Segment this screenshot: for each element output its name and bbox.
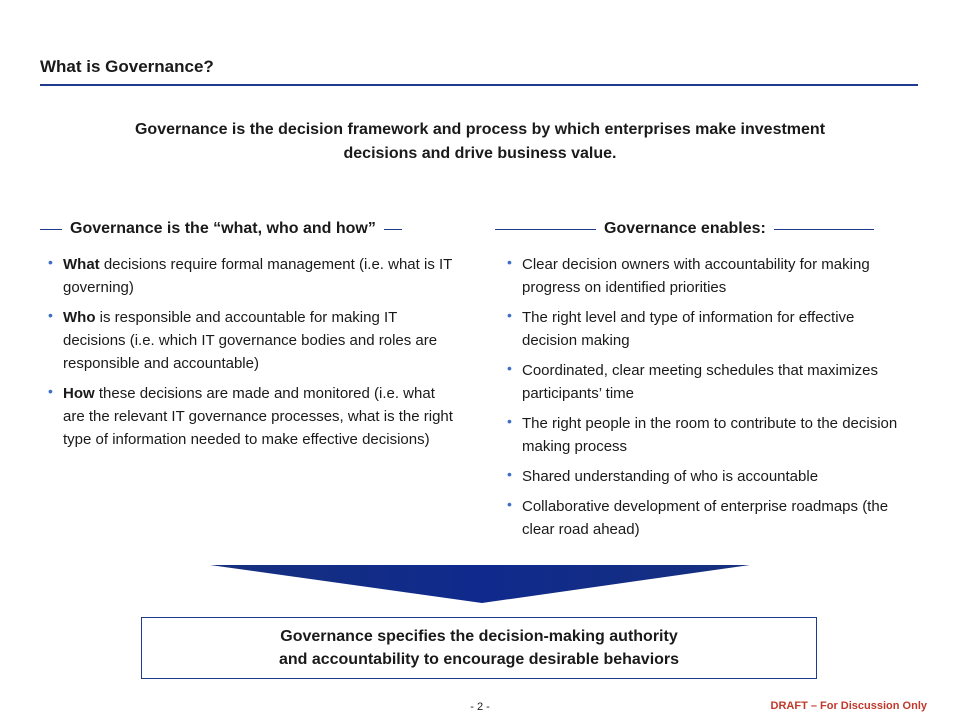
bullet-text: Collaborative development of enterprise roadmaps (the clear road ahead)	[522, 498, 889, 538]
bullet-text: Clear decision owners with accountability for making progress on identified priorities	[522, 256, 870, 296]
bullet-text: Coordinated, clear meeting schedules that maximizes participants’ time	[522, 362, 879, 402]
bullet-dot-icon: •	[507, 496, 512, 512]
list-item	[505, 495, 900, 541]
list-item	[505, 253, 900, 299]
list-item	[46, 382, 456, 451]
left-bullet-list	[46, 253, 456, 458]
list-item	[505, 306, 900, 352]
bullet-text: is responsible and accountable for making IT decisions (i.e. which IT governance bodies and roles are responsible and accountable)	[63, 309, 438, 372]
bullet-dot-icon: •	[507, 307, 512, 323]
bullet-dot-icon: •	[507, 254, 512, 270]
header-rule	[384, 229, 402, 230]
left-section-title: Governance is the “what, who and how”	[70, 220, 376, 237]
conclusion-line-1: Governance specifies the decision-making authority	[280, 628, 678, 645]
bullet-text: The right people in the room to contribute to the decision making process	[522, 415, 898, 455]
list-item	[46, 253, 456, 299]
intro-statement	[40, 118, 920, 166]
bullet-dot-icon: •	[48, 307, 53, 323]
list-item	[505, 412, 900, 458]
bullet-text: Shared understanding of who is accountable	[522, 468, 819, 485]
bullet-dot-icon: •	[507, 466, 512, 482]
bullet-dot-icon: •	[48, 383, 53, 399]
draft-note: DRAFT – For Discussion Only	[770, 700, 927, 712]
list-item	[46, 306, 456, 375]
header-rule	[40, 229, 62, 230]
bullet-dot-icon: •	[507, 360, 512, 376]
list-item	[505, 465, 900, 488]
right-section-title: Governance enables:	[604, 220, 766, 237]
funnel-arrow-icon	[210, 565, 750, 603]
header-rule	[495, 229, 596, 230]
bullet-dot-icon: •	[507, 413, 512, 429]
bullet-text: these decisions are made and monitored (i.e. what are the relevant IT governance processes, what is the right type of information needed to make effective decisions)	[63, 385, 453, 448]
left-section-header	[40, 218, 456, 240]
header-rule	[774, 229, 874, 230]
page-number: - 2 -	[470, 701, 490, 713]
bullet-lead: Who	[63, 309, 96, 326]
conclusion-box	[141, 617, 817, 679]
intro-line-1: Governance is the decision framework and process by which enterprises make investment	[134, 121, 826, 138]
intro-line-2: decisions and drive business value.	[343, 145, 617, 162]
title-rule	[40, 84, 918, 86]
bullet-dot-icon: •	[48, 254, 53, 270]
bullet-lead: What	[63, 256, 100, 273]
bullet-text: The right level and type of information for effective decision making	[522, 309, 855, 349]
bullet-text: decisions require formal management (i.e. what is IT governing)	[63, 256, 453, 296]
right-bullet-list	[505, 253, 900, 548]
conclusion-line-2: and accountability to encourage desirable behaviors	[278, 651, 680, 668]
slide-title: What is Governance?	[40, 57, 214, 76]
bullet-lead: How	[63, 385, 95, 402]
right-section-header	[495, 218, 907, 240]
list-item	[505, 359, 900, 405]
